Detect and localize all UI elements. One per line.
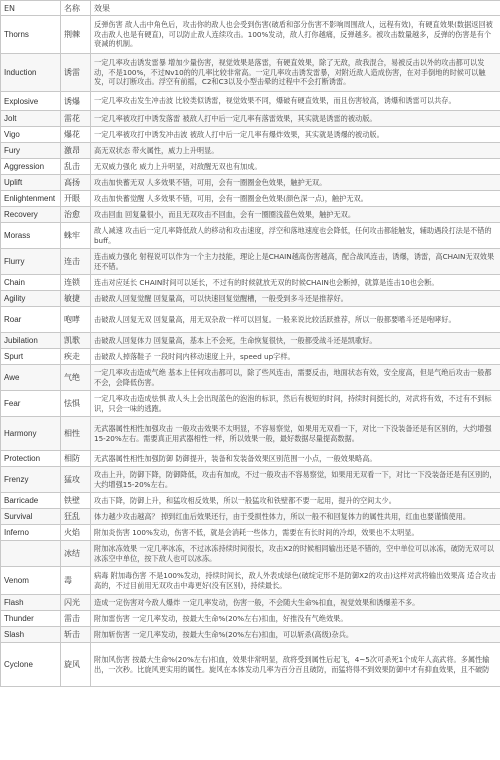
row-en-name: Recovery	[1, 207, 61, 223]
row-cn-name: 毒	[61, 567, 91, 595]
row-cn-name: 疾走	[61, 349, 91, 365]
row-cn-name: 治愈	[61, 207, 91, 223]
row-effect: 一定几率攻击造成气绝 基本上任何攻击都可以，除了些风连击，需要反击，地面状态有效，安全度高，但是气绝后攻击一般都不会，会降低伤害。	[91, 365, 500, 391]
table-row	[1, 349, 500, 365]
row-cn-name: 爆花	[61, 127, 91, 143]
table-row	[1, 451, 500, 467]
row-effect: 一定几率被攻打中诱发冲击波 被敌人打中后一定几率有爆炸效果，其实就是诱爆的被动版。	[91, 127, 500, 143]
row-cn-name: 诱爆	[61, 92, 91, 111]
row-cn-name: 冰结	[61, 541, 91, 567]
row-en-name: Morass	[1, 223, 61, 249]
row-cn-name: 铁壁	[61, 493, 91, 509]
row-effect: 攻击下降，防御上升，和猛攻相反效果，所以一般猛攻和铁壁都不要一起用，提升的空间太少。	[91, 493, 500, 509]
row-cn-name: 敏捷	[61, 291, 91, 307]
row-en-name: Enlightenment	[1, 191, 61, 207]
row-cn-name: 雷击	[61, 611, 91, 627]
row-effect: 附加雷伤害 一定几率发动，按最大生命%(20%左右)扣血，好推没有气绝效果。	[91, 611, 500, 627]
header-en: EN	[1, 1, 61, 16]
row-effect: 击破敌人掉落鞋子 一段时间内移动速度上升，speed up字样。	[91, 349, 500, 365]
row-en-name: Inferno	[1, 525, 61, 541]
table-row	[1, 54, 500, 92]
table-row	[1, 92, 500, 111]
row-effect: 一定几率攻击发生冲击波 比较类似诱雷，视觉效果不同，爆破有硬直效果，而且伤害较高，诱爆和诱雷可以共存。	[91, 92, 500, 111]
row-cn-name: 旋风	[61, 643, 91, 687]
table-row	[1, 627, 500, 643]
row-effect: 造成一定伤害对今敌人爆炸 一定几率发动，伤害一般，不会随大生命%扣血，视觉效果和诱爆差不多。	[91, 595, 500, 611]
row-en-name: Aggression	[1, 159, 61, 175]
row-cn-name: 蛛牢	[61, 223, 91, 249]
row-effect: 连击对应延长 CHAIN时间可以延长，不过有的时候就放无双的时候CHAIN也会断掉，就算是连击10也会断。	[91, 275, 500, 291]
row-cn-name: 狂乱	[61, 509, 91, 525]
row-effect: 无武器属性相性加强攻击 一般攻击效果不太明显，不容易察觉，如果用无双看一下，对比一下没装备还是有区别的，大约增强15-20%左右。需要真正用武器相性一样，所以效果一般，最好数据尽量提高数据。	[91, 417, 500, 451]
row-effect: 附加斩伤害 一定几率发动，按最大生命%(20%左右)扣血，可以斩杀(高级)杂兵。	[91, 627, 500, 643]
row-cn-name: 猛攻	[61, 467, 91, 493]
row-en-name: Fear	[1, 391, 61, 417]
table-row	[1, 16, 500, 54]
row-effect: 附加炎伤害 100%发动，伤害不低，就是会消耗一些体力，需要在有长时间的冷却，效果也不太明显。	[91, 525, 500, 541]
table-row	[1, 541, 500, 567]
table-row	[1, 365, 500, 391]
row-cn-name: 雷花	[61, 111, 91, 127]
row-effect: 附加风伤害 按最大生命%(20%左右)扣血，效果非常明显，敌将受到属性后起飞，4~5次可杀死1个成年人高武将。多属性输出，一次秒。比旋风更实用的属性。旋风在本体发动几率为百分百且破防，而猛将得不到效果防御中才有抑血效果，且不破防	[91, 643, 500, 687]
row-cn-name: 相防	[61, 451, 91, 467]
row-effect: 一定几率被攻打中诱发落雷 被敌人打中后一定几率有落雷效果，其实就是诱雷的被动版。	[91, 111, 500, 127]
table-row	[1, 643, 500, 687]
row-en-name: Frenzy	[1, 467, 61, 493]
row-cn-name: 怯惧	[61, 391, 91, 417]
row-en-name: Cyclone	[1, 643, 61, 687]
row-effect: 攻击加快蓄觉醒 人多效果不错，可用，会有一圈圈金色效果(颜色深一点)，触护无双。	[91, 191, 500, 207]
table-row	[1, 127, 500, 143]
table-row	[1, 111, 500, 127]
row-en-name: Roar	[1, 307, 61, 333]
row-effect: 攻击上升，防御下降，防御降低，攻击有加成，不过一般攻击不容易察觉，如果用无双看一下，对比一下没装备还是有区别的，大约增强15-20%左右。	[91, 467, 500, 493]
row-effect: 敌人减速 攻击后一定几率降低敌人的移动和攻击速度，浮空和落地速度也会降低，任何攻击都能触发，辅助遇段打法是不错的buff。	[91, 223, 500, 249]
row-en-name: Explosive	[1, 92, 61, 111]
row-en-name: Venom	[1, 567, 61, 595]
row-en-name: Protection	[1, 451, 61, 467]
row-en-name: Agility	[1, 291, 61, 307]
table-body	[1, 16, 500, 687]
row-cn-name: 连击	[61, 249, 91, 275]
row-effect: 高无双状态 带火属性，威力上升明显。	[91, 143, 500, 159]
row-cn-name: 高扬	[61, 175, 91, 191]
row-en-name: Survival	[1, 509, 61, 525]
table-row	[1, 223, 500, 249]
table-row	[1, 275, 500, 291]
table-row	[1, 391, 500, 417]
row-en-name: Thorns	[1, 16, 61, 54]
row-cn-name: 气绝	[61, 365, 91, 391]
row-en-name: Vigo	[1, 127, 61, 143]
row-effect: 攻击回血 回复量很小，而且无双攻击不回血，会有一圈圈浅蓝色效果，触护无双。	[91, 207, 500, 223]
row-en-name: Slash	[1, 627, 61, 643]
row-en-name: Uplift	[1, 175, 61, 191]
row-en-name: Spurt	[1, 349, 61, 365]
row-effect: 病毒 附加毒伤害 不是100%发动，持续时间长，敌人外表成绿色(破绽定形不是防御X2的攻击)这样对武将输出效果高 适合攻击高的，不过目前用无双攻击中毒更好(没有区别)，持续最长。	[91, 567, 500, 595]
table-row	[1, 191, 500, 207]
table-row	[1, 493, 500, 509]
row-cn-name: 斩击	[61, 627, 91, 643]
row-en-name	[1, 541, 61, 567]
table-row	[1, 207, 500, 223]
row-en-name: Barricade	[1, 493, 61, 509]
row-en-name: Chain	[1, 275, 61, 291]
row-cn-name: 连锁	[61, 275, 91, 291]
row-effect: 无双威力强化 威力上升明显，对敌醒无双也有加成。	[91, 159, 500, 175]
header-name: 名称	[61, 1, 91, 16]
row-effect: 连击威力强化 射程说可以作为一个主力技能，理论上是CHAIN越高伤害越高，配合战风连击，诱爆，诱雷，高CHAIN无双效果还不错。	[91, 249, 500, 275]
row-cn-name: 闪光	[61, 595, 91, 611]
row-effect: 无武器属性相性加强防御 防御提升，装备和发装备效果区别范围一小点，一般效果略高。	[91, 451, 500, 467]
table-row	[1, 567, 500, 595]
header-effect: 效果	[91, 1, 500, 16]
row-en-name: Fury	[1, 143, 61, 159]
row-cn-name: 荆棘	[61, 16, 91, 54]
row-effect: 击破敌人回复觉醒 回复量高，可以快速回复觉醒槽，一般受到多斗还是推荐好。	[91, 291, 500, 307]
row-effect: 攻击加快蓄无双 人多效果不错，可用，会有一圈圈金色效果，触护无双。	[91, 175, 500, 191]
row-en-name: Jubilation	[1, 333, 61, 349]
table-row	[1, 525, 500, 541]
table-row	[1, 595, 500, 611]
table-row	[1, 333, 500, 349]
row-cn-name: 开眼	[61, 191, 91, 207]
row-cn-name: 咆哮	[61, 307, 91, 333]
row-en-name: Flurry	[1, 249, 61, 275]
table-row	[1, 307, 500, 333]
row-cn-name: 火焰	[61, 525, 91, 541]
table-row	[1, 175, 500, 191]
table-row	[1, 467, 500, 493]
table-row	[1, 417, 500, 451]
row-en-name: Awe	[1, 365, 61, 391]
row-cn-name: 相性	[61, 417, 91, 451]
row-effect: 附加冰冻效果 一定几率冰冻，不过冰冻持续时间很长，攻击X2的时候相同输出还是不错的，空中单位可以冰冻，破防无双可以冰冻空中单位，按下敌人也可以冰冻。	[91, 541, 500, 567]
row-en-name: Induction	[1, 54, 61, 92]
row-effect: 体力越少攻击越高？ 掉到红血后效果还行，由于受损性体力，所以一般不和回复体力的属性共用，红血也要谨慎使用。	[91, 509, 500, 525]
row-en-name: Jolt	[1, 111, 61, 127]
row-effect: 反弹伤害 敌人击中角色后，攻击你的敌人也会受到伤害(破盾和部分伤害不影响周围敌人，远程有效)，有硬直效果(数据返回被攻击敌人也是有硬直)，可以防止敌人连续攻击。100%发动，敌人打你越痛，反弹越多。被攻击数量越多，反弹的伤害是有个衰减的机制。	[91, 16, 500, 54]
row-cn-name: 诱雷	[61, 54, 91, 92]
row-en-name: Harmony	[1, 417, 61, 451]
table-row	[1, 249, 500, 275]
row-effect: 击破敌人回复体力 回复量高，基本上不会死，生命恢复很快，一般都受战斗还是凯歌好。	[91, 333, 500, 349]
table-row	[1, 159, 500, 175]
table-row	[1, 291, 500, 307]
row-cn-name: 乱击	[61, 159, 91, 175]
table-row	[1, 509, 500, 525]
table-row	[1, 611, 500, 627]
row-effect: 击破敌人回复无双 回复量高，用无双杂敌一样可以回复。一般来说比较活跃推荐，所以一般都要嗜斗还是咆哮好。	[91, 307, 500, 333]
row-en-name: Thunder	[1, 611, 61, 627]
table-header-row	[1, 1, 500, 16]
row-effect: 一定几率攻击造成怯惧 敌人头上会出现蓝色的泡泡的标识，然后有极短的时间，持续时间挺长的，对武将有效，不过有不到标识，只会一味的逃跑。	[91, 391, 500, 417]
row-cn-name: 激昂	[61, 143, 91, 159]
row-en-name: Flash	[1, 595, 61, 611]
row-effect: 一定几率攻击诱发雷暴 增加少量伤害，视觉效果是落雷，有硬直效果，除了无敌，敌我混合，易被反击以外的攻击都可以发动，不是100%，不过Nv10的的几率比较非常高。一定几率攻击诱发雷暴，对附近敌人造成伤害，在对手倒地的时候可以触发，可以打断攻击。浮空有前摇，C2和C3以及小型击晕的过程中不会打断诱雷。	[91, 54, 500, 92]
row-cn-name: 凯歌	[61, 333, 91, 349]
table-row	[1, 143, 500, 159]
